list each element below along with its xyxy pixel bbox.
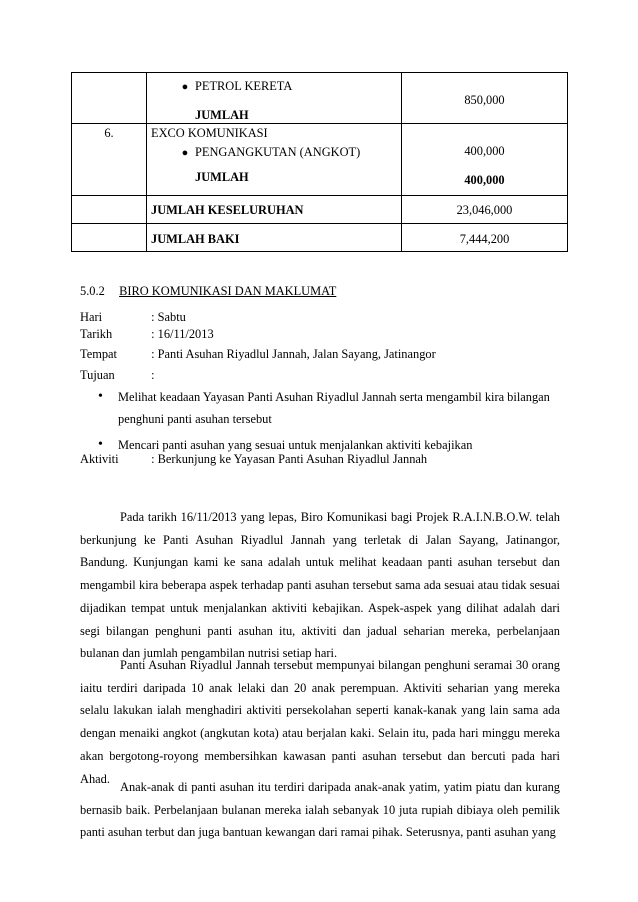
baki-label: JUMLAH BAKI bbox=[147, 224, 402, 252]
subtotal-label: JUMLAH bbox=[195, 170, 249, 184]
detail-hari bbox=[80, 310, 186, 325]
detail-label: Tarikh bbox=[80, 327, 113, 341]
detail-value: : 16/11/2013 bbox=[151, 327, 214, 341]
total-value: 23,046,000 bbox=[402, 196, 568, 224]
subtotal-label: JUMLAH bbox=[195, 108, 249, 122]
description-cell bbox=[147, 73, 402, 124]
detail-value: : bbox=[151, 368, 155, 382]
row-number-cell bbox=[72, 224, 147, 252]
row-number-cell bbox=[72, 196, 147, 224]
table-row bbox=[72, 224, 568, 252]
bullet-icon: ● bbox=[181, 147, 189, 159]
paragraph: Panti Asuhan Riyadlul Jannah tersebut mempunyai bilangan penghuni seramai 30 orang iaitu terdiri daripada 10 anak lelaki dan 20 anak perempuan. Aktiviti seharian yang mereka selalu lakukan ialah menghadiri aktiviti persekolahan seperti kanak-kanak yang lain sama ada dengan menaiki angkot (angkutan kota) atau berjalan kaki. Selain itu, pada hari minggu mereka akan bergotong-royong membersihkan kawasan panti asuhan tersebut dan bercuti pada hari Ahad. bbox=[80, 658, 560, 786]
detail-tujuan bbox=[80, 368, 155, 383]
item-value: 400,000 bbox=[464, 144, 505, 158]
detail-aktiviti bbox=[80, 452, 427, 467]
subtotal-value: 400,000 bbox=[464, 173, 505, 187]
section-number: 5.0.2 bbox=[80, 284, 105, 298]
table-row bbox=[72, 124, 568, 196]
row-number-cell bbox=[72, 73, 147, 124]
description-cell bbox=[147, 124, 402, 196]
budget-table bbox=[71, 72, 568, 252]
section-title: BIRO KOMUNIKASI DAN MAKLUMAT bbox=[119, 284, 337, 298]
total-label: JUMLAH KESELURUHAN bbox=[147, 196, 402, 224]
list-item bbox=[151, 79, 401, 94]
detail-label: Aktiviti bbox=[80, 452, 119, 466]
row-number-cell: 6. bbox=[72, 124, 147, 196]
detail-label: Tujuan bbox=[80, 368, 115, 382]
item-label: PENGANGKUTAN (ANGKOT) bbox=[195, 145, 361, 159]
detail-tarikh bbox=[80, 327, 214, 342]
amount-cell bbox=[402, 124, 568, 196]
item-label: PETROL KERETA bbox=[195, 79, 293, 93]
detail-value: : Berkunjung ke Yayasan Panti Asuhan Riyadlul Jannah bbox=[151, 452, 428, 466]
subtotal-value: 850,000 bbox=[402, 73, 568, 124]
goals-list bbox=[96, 386, 566, 460]
bullet-icon: ● bbox=[181, 81, 189, 93]
paragraph: Anak-anak di panti asuhan itu terdiri daripada anak-anak yatim, yatim piatu dan kurang bernasib baik. Perbelanjaan bulanan mereka ialah sebanyak 10 juta rupiah dibiaya oleh pemilik panti asuhan terbut dan juga bantuan kewangan dari ramai pihak. Seterusnya, panti asuhan yang bbox=[80, 780, 560, 840]
list-item: • Melihat keadaan Yayasan Panti Asuhan Riyadlul Jannah serta mengambil kira bilangan penghuni panti asuhan tersebut bbox=[96, 386, 566, 430]
detail-value: : Sabtu bbox=[151, 310, 186, 324]
paragraph: Pada tarikh 16/11/2013 yang lepas, Biro Komunikasi bagi Projek R.A.I.N.B.O.W. telah berkunjung ke Panti Asuhan Riyadlul Jannah yang terletak di Jalan Sayang, Jatinangor, Bandung. Kunjungan kami ke sana adalah untuk melihat keadaan panti asuhan tersebut dan mengambil kira beberapa aspek terhadap panti asuhan tersebut sama ada sesuai atau tidak sesuai dijadikan tempat untuk menjalankan aktiviti kebajikan. Aspek-aspek yang dilihat adalah dari segi bilangan penghuni panti asuhan itu, aktiviti dan jadual seharian mereka, perbelanjaan bulanan dan jumlah pengambilan nutrisi setiap hari. bbox=[80, 510, 560, 661]
section-heading bbox=[80, 284, 336, 299]
detail-label: Tempat bbox=[80, 347, 117, 361]
detail-tempat bbox=[80, 347, 436, 362]
list-item: • Mencari panti asuhan yang sesuai untuk menjalankan aktiviti kebajikan bbox=[96, 434, 566, 456]
table-row bbox=[72, 196, 568, 224]
detail-label: Hari bbox=[80, 310, 103, 324]
list-item bbox=[151, 145, 401, 160]
baki-value: 7,444,200 bbox=[402, 224, 568, 252]
detail-value: : Panti Asuhan Riyadlul Jannah, Jalan Sayang, Jatinangor bbox=[151, 347, 436, 361]
section-title: EXCO KOMUNIKASI bbox=[151, 126, 268, 140]
table-row bbox=[72, 73, 568, 124]
